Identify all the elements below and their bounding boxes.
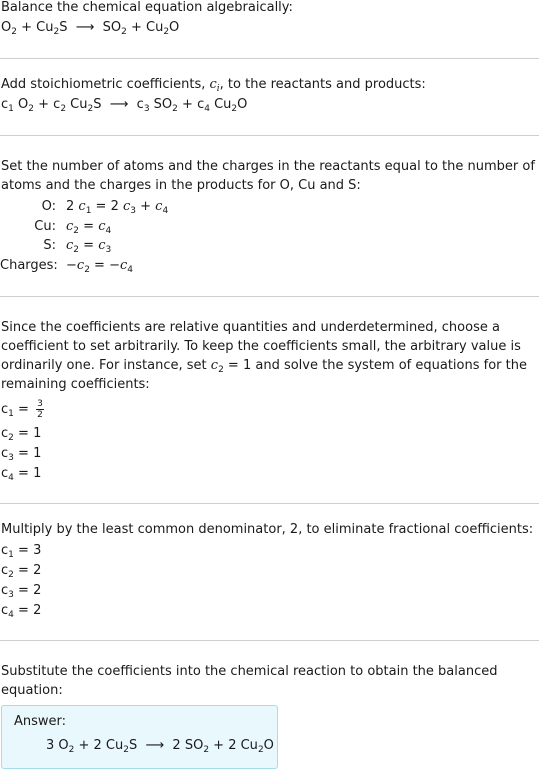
scaled-c1: $c_1 = 3$ <box>1 543 42 560</box>
step6-line2: equation: <box>1 683 63 698</box>
solution-c4: $c_4 = 1$ <box>1 466 42 483</box>
eq-label-cu: Cu: <box>34 219 56 234</box>
divider <box>0 135 539 136</box>
divider <box>0 296 539 297</box>
divider <box>0 58 539 59</box>
answer-equation: 3 $O_2 + 2$ $Cu_2S$ ⟶ 2 $SO_2 + 2$ $Cu_2O$ <box>46 738 274 755</box>
step3-intro-line2: atoms and the charges in the products for O, Cu and S: <box>1 178 361 193</box>
scaled-c2: $c_2 = 2$ <box>1 563 42 580</box>
step1-equation: $O_2 + Cu_2S$ ⟶ $SO_2 + Cu_2O$ <box>1 20 180 37</box>
step4-line4: remaining coefficients: <box>1 377 150 392</box>
scaled-c4: $c_4 = 2$ <box>1 603 42 620</box>
step5-intro: Multiply by the least common denominator, 2, to eliminate fractional coefficients: <box>1 522 534 537</box>
step3-intro-line1: Set the number of atoms and the charges in the reactants equal to the number of <box>1 159 535 174</box>
eq-charges: $-c_2 = -c_4$ <box>66 258 133 275</box>
step2-intro: Add stoichiometric coefficients, $c_i$, to the reactants and products: <box>1 77 426 94</box>
solution-c3: $c_3 = 1$ <box>1 446 42 463</box>
eq-s: $c_2 = c_3$ <box>66 238 112 255</box>
answer-label: Answer: <box>14 714 67 729</box>
divider <box>0 503 539 504</box>
eq-cu: $c_2 = c_4$ <box>66 219 112 236</box>
step4-line3: ordinarily one. For instance, set $c_2 = 1$ and solve the system of equations for the <box>1 358 527 375</box>
scaled-c3: $c_3 = 2$ <box>1 583 42 600</box>
step6-line1: Substitute the coefficients into the chemical reaction to obtain the balanced <box>1 664 498 679</box>
solution-c2: $c_2 = 1$ <box>1 426 42 443</box>
answer-box <box>1 705 278 769</box>
step1-intro: Balance the chemical equation algebraically: <box>1 0 293 15</box>
eq-label-s: S: <box>43 238 56 253</box>
eq-o: 2 $c_1 = 2$ $c_3 + c_4$ <box>66 199 169 216</box>
eq-label-charges: Charges: <box>0 258 58 273</box>
divider <box>0 640 539 641</box>
step2-equation: $c_1$ $O_2 + c_2$ $Cu_2S$ ⟶ $c_3$ $SO_2 + c_4$ $Cu_2O$ <box>1 97 248 114</box>
step4-line1: Since the coefficients are relative quantities and underdetermined, choose a <box>1 320 500 335</box>
step4-line2: coefficient to set arbitrarily. To keep the coefficients small, the arbitrary value is <box>1 339 521 354</box>
eq-label-o: O: <box>41 199 56 214</box>
solution-c1-fraction: $c_1$ = $\frac{3}{2}$ <box>1 399 43 420</box>
